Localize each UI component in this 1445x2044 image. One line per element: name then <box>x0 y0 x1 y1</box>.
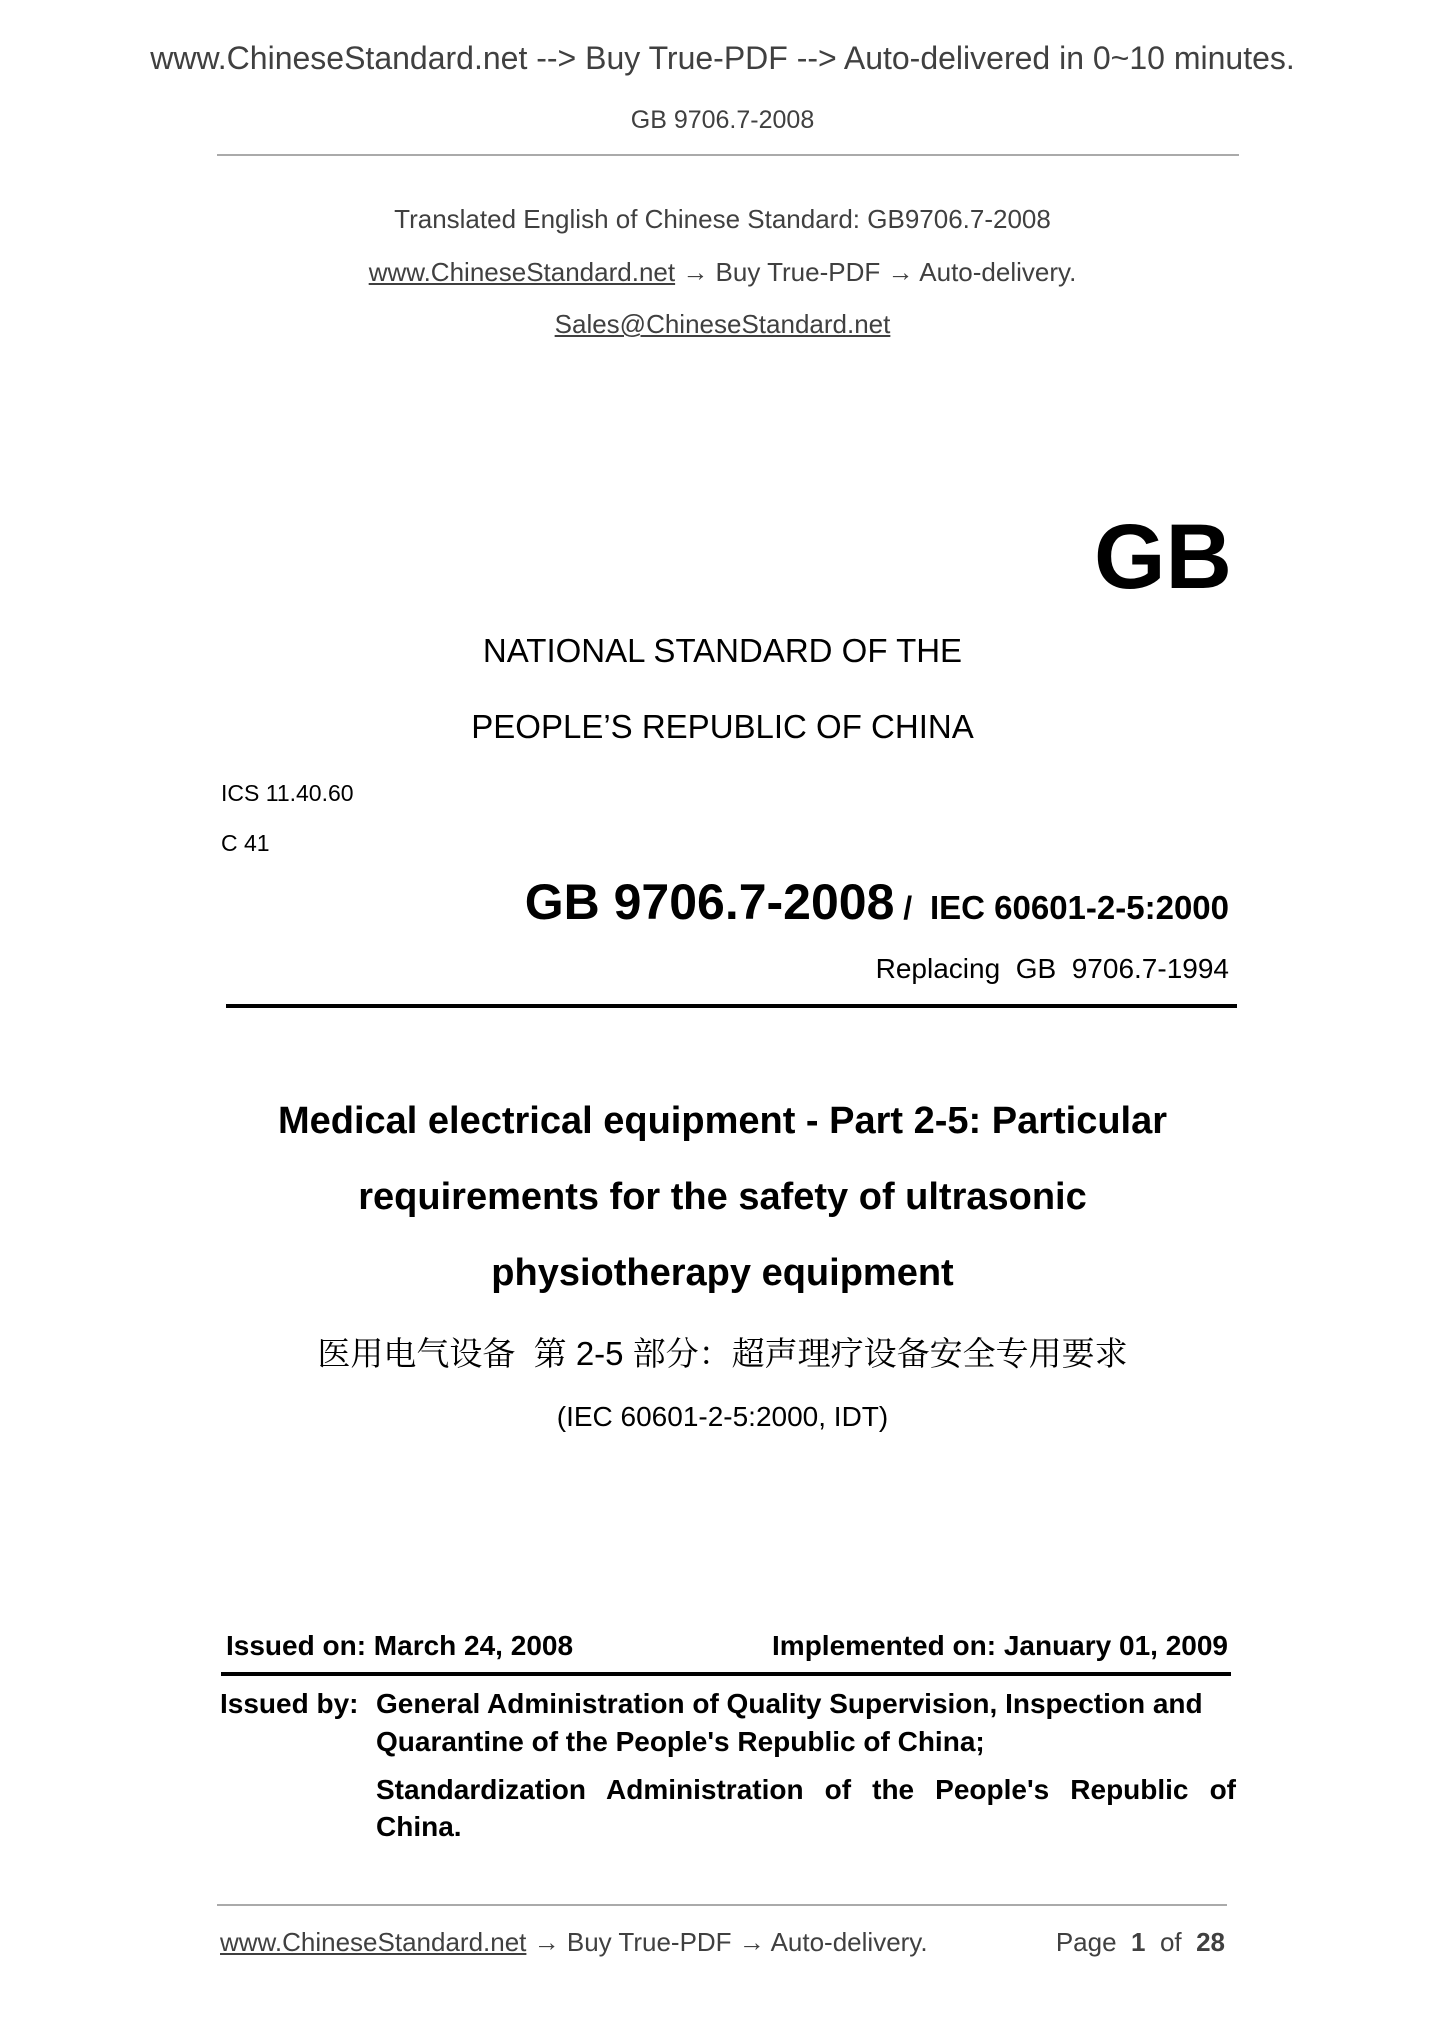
title-line1: Medical electrical equipment - Part 2-5: Particular <box>277 1100 1168 1142</box>
intro-link-rest: → Buy True-PDF → Auto-delivery. <box>675 257 1077 287</box>
intro-link-line <box>0 257 1445 288</box>
equivalence-note: (IEC 60601-2-5:2000, IDT) <box>556 1401 889 1432</box>
page-label: Page <box>1055 1927 1117 1957</box>
website-link[interactable]: www.ChineseStandard.net <box>368 257 676 287</box>
implemented-on: Implemented on: January 01, 2009 <box>772 1630 1228 1661</box>
issuer2-line1: Standardization Administration of the People's Republic of <box>376 1774 1236 1805</box>
replacing-note: Replacing GB 9706.7-1994 <box>875 953 1229 984</box>
gb-logo: GB <box>1094 506 1232 608</box>
standard-number: GB 9706.7-2008 <box>524 874 895 930</box>
page-current: 1 <box>1131 1927 1146 1957</box>
title-line2: requirements for the safety of ultrasonic <box>358 1176 1087 1218</box>
header-doc-code: GB 9706.7-2008 <box>630 106 815 134</box>
page-indicator <box>1056 1927 1225 1958</box>
standard-number-line <box>525 873 1229 931</box>
issuer1-line2: Quarantine of the People's Republic of China; <box>376 1726 985 1757</box>
issue-divider <box>221 1672 1231 1676</box>
title-line3: physiotherapy equipment <box>491 1252 954 1294</box>
issued-by-label: Issued by: <box>220 1688 359 1719</box>
ics-code: ICS 11.40.60 <box>221 780 354 806</box>
footer-website-link[interactable]: www.ChineseStandard.net <box>220 1927 527 1957</box>
header-banner: www.ChineseStandard.net --> Buy True-PDF --> Auto-delivered in 0~10 minutes. <box>150 40 1295 76</box>
issuer1-line1: General Administration of Quality Supervision, Inspection and <box>376 1688 1203 1719</box>
iec-number: IEC 60601-2-5:2000 <box>929 889 1229 926</box>
page-total: 28 <box>1196 1927 1225 1957</box>
of-label: of <box>1159 1927 1182 1957</box>
footer-link-line <box>220 1927 928 1958</box>
footer-link-rest: → Buy True-PDF → Auto-delivery. <box>526 1927 928 1957</box>
title-chinese: 医用电气设备 第 2-5 部分：超声理疗设备安全专用要求 <box>317 1335 1128 1372</box>
national-standard-line1: NATIONAL STANDARD OF THE <box>482 632 963 669</box>
standard-separator: / <box>894 890 930 926</box>
translated-note: Translated English of Chinese Standard: GB9706.7-2008 <box>394 204 1051 234</box>
issued-on: Issued on: March 24, 2008 <box>226 1630 574 1661</box>
issuer2-line2: China. <box>376 1811 462 1842</box>
national-standard-line2: PEOPLE’S REPUBLIC OF CHINA <box>471 708 974 745</box>
cover-divider <box>226 1004 1237 1008</box>
header-divider <box>217 154 1239 156</box>
footer-divider <box>217 1904 1227 1906</box>
ccs-code: C 41 <box>221 830 270 856</box>
email-line <box>0 309 1445 340</box>
email-link[interactable]: Sales@ChineseStandard.net <box>554 309 891 339</box>
